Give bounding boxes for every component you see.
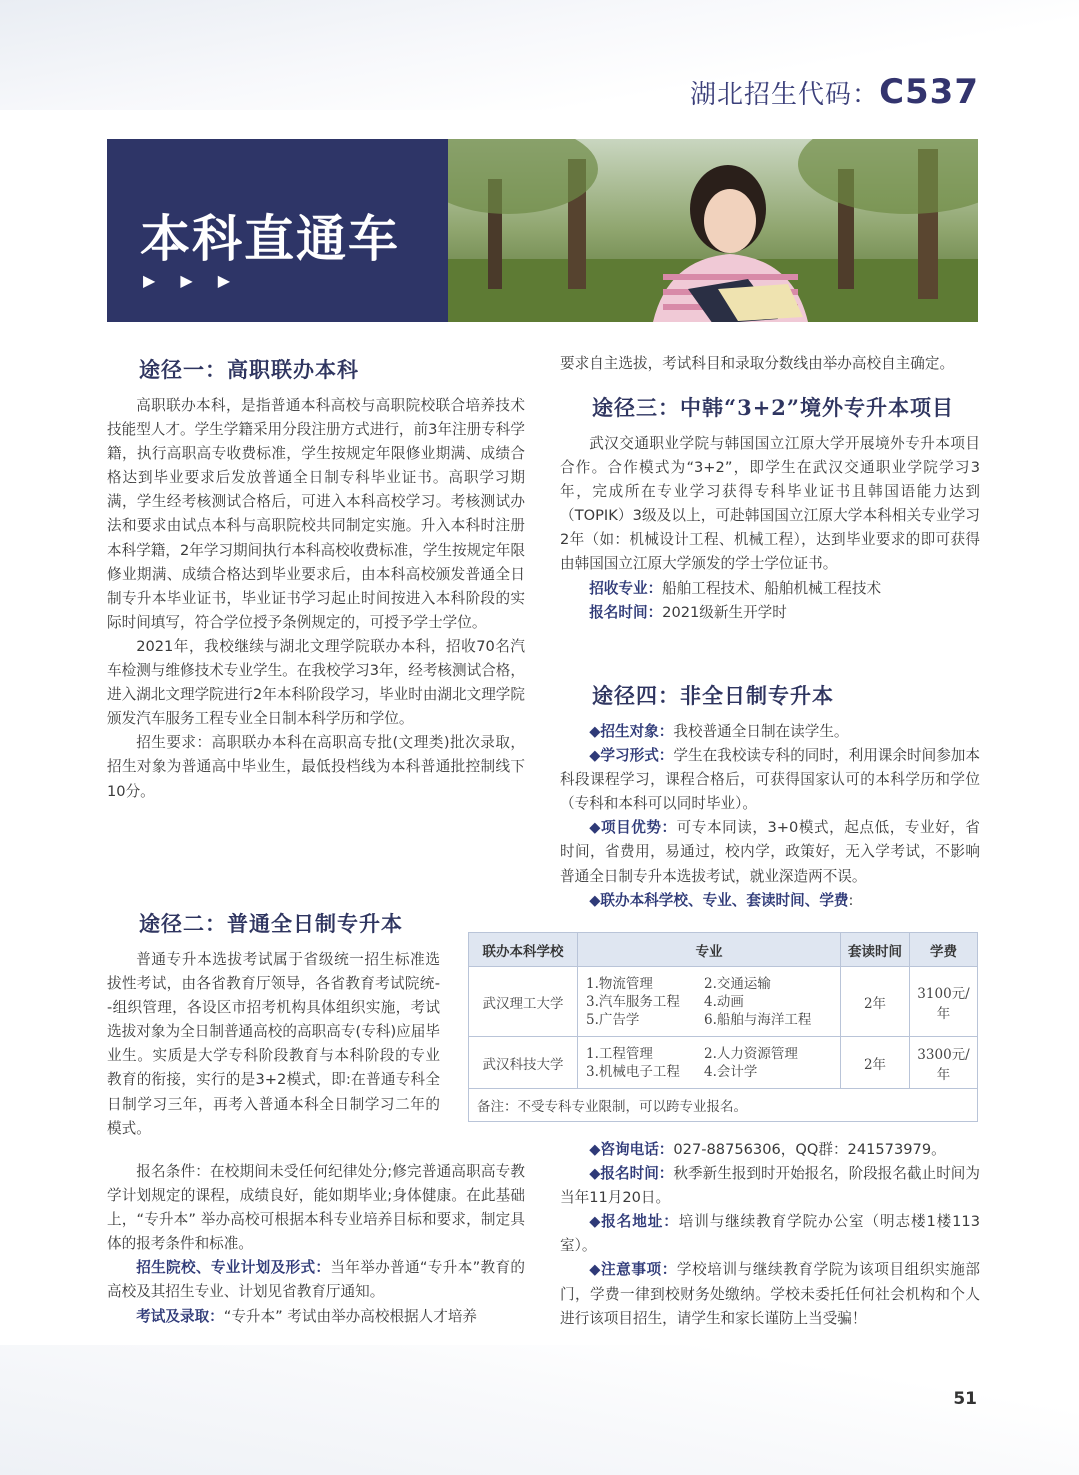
table-cell-duration: 2年 xyxy=(841,1037,910,1089)
route2-paragraph: 报名条件：在校期间未受任何纪律处分;修完普通高职高专教学计划规定的课程，成绩良好，能如期毕业;身体健康。在此基础上，“专升本” 举办高校可根据本科专业培养目标和要求，制定具体的报考条件和标准。 xyxy=(107,1163,525,1253)
route4-address-text: 培训与继续教育学院办公室（明志楼1楼113室）。 xyxy=(560,1213,980,1255)
route4-form xyxy=(560,744,980,816)
route4-notice xyxy=(560,1258,980,1330)
route4-contact xyxy=(560,1138,980,1331)
banner-title: 本科直通车 xyxy=(140,210,400,268)
route2-exam-text: “专升本” 考试由举办高校根据人才培养 xyxy=(223,1307,478,1325)
table-cell-school: 武汉理工大学 xyxy=(469,967,578,1037)
route3-paragraph: 武汉交通职业学院与韩国国立江原大学开展境外专升本项目合作。合作模式为“3+2”，即学生在武汉交通职业学院学习3年，完成所在专业学习获得专科毕业证书且韩国语能力达到（TOPIK）3级及以上，可赴韩国国立江原大学本科相关专业学习2年（如：机械设计工程、机械工程），达到毕业要求的即可获得由韩国国立江原大学颁发的学士学位证书。 xyxy=(560,435,980,573)
route2-exam-continued xyxy=(560,352,980,376)
route4-signup-text: 秋季新生报到时开始报名，阶段报名截止时间为当年11月20日。 xyxy=(560,1165,980,1207)
table-note-row xyxy=(469,1089,978,1122)
route4-notice-text: 学校培训与继续教育学院为该项目组织实施部门，学费一律到校财务处缴纳。学校未委托任何社会机构和个人进行该项目招生，请学生和家长谨防上当受骗！ xyxy=(560,1261,980,1327)
table-cell-fee: 3100元/年 xyxy=(910,967,978,1037)
route2-body xyxy=(107,1160,525,1329)
table-header: 联办本科学校 xyxy=(469,933,578,967)
route4-form-text: 学生在我校读专科的同时，利用课余时间参加本科段课程学习，课程合格后，可获得国家认可的本科学历和学位（专科和本科可以同时毕业）。 xyxy=(560,747,980,813)
major-item: 4.动画 xyxy=(704,993,744,1010)
route4-title: 途径四：非全日制专升本 xyxy=(592,683,834,708)
route4-phone-label: ◆咨询电话： xyxy=(589,1141,674,1158)
route3-majors xyxy=(560,577,980,601)
route2-exam-continued-text: 要求自主选拔，考试科目和录取分数线由举办高校自主确定。 xyxy=(560,355,955,372)
major-item: 1.物流管理 xyxy=(586,975,653,992)
route1-paragraph: 高职联办本科，是指普通本科高校与高职院校联合培养技术技能型人才。学生学籍采用分段注册方式进行，前3年注册专科学籍，执行高职高专收费标准，学生按规定年限修业期满、成绩合格达到毕业要求后发放普通全日制专科毕业证书。高职学习期满，学生经考核测试合格后，可进入本科高校学习。考核测试办法和要求由试点本科与高职院校共同制定实施。升入本科时注册本科学籍，2年学习期间执行本科高校收费标准，学生按规定年限修业期满、成绩合格达到毕业要求后，由本科高校颁发普通全日制专升本毕业证书，毕业证书学习起止时间按进入本科阶段的实际时间填写，符合学位授予条例规定的，可授予学士学位。 xyxy=(107,397,525,631)
table-cell-fee: 3300元/年 xyxy=(910,1037,978,1089)
admission-code-value: C537 xyxy=(879,72,979,112)
route2-exam-label: 考试及录取： xyxy=(136,1307,224,1325)
route2-schools-label: 招生院校、专业计划及形式： xyxy=(136,1259,331,1277)
route3-time xyxy=(560,601,980,625)
major-item: 5.广告学 xyxy=(586,1011,640,1028)
route4-target xyxy=(560,720,980,744)
route4-notice-label: ◆注意事项： xyxy=(589,1261,677,1279)
route3-majors-label: 招收专业： xyxy=(589,579,663,597)
route4-signup-label: ◆报名时间： xyxy=(589,1165,674,1183)
admission-code xyxy=(690,72,979,112)
major-item: 1.工程管理 xyxy=(586,1045,653,1062)
route3-time-label: 报名时间： xyxy=(589,603,663,621)
route2-schools-text: 当年举办普通“专升本”教育的高校及其招生专业、计划见省教育厅通知。 xyxy=(107,1259,525,1301)
route3-title: 途径三：中韩“3+2”境外专升本项目 xyxy=(592,395,954,420)
table-header: 学费 xyxy=(910,933,978,967)
route4-target-label: ◆招生对象： xyxy=(589,723,674,740)
route4-advantages-text: 可专本同读，3+0模式，起点低，专业好，省时间，省费用，易通过，校内学，政策好，无入学考试，不影响普通全日制专升本选拔考试，就业深造两不误。 xyxy=(560,819,980,885)
table-row xyxy=(469,967,978,1037)
major-item: 3.机械电子工程 xyxy=(586,1063,680,1080)
route1-title: 途径一：高职联办本科 xyxy=(139,357,359,382)
route3-majors-text: 船舶工程技术、船舶机械工程技术 xyxy=(662,579,882,597)
route3-body xyxy=(560,432,980,625)
table-header-row xyxy=(469,933,978,967)
banner-photo-student-reading xyxy=(448,139,978,322)
table-note: 备注：不受专科专业限制，可以跨专业报名。 xyxy=(469,1089,978,1122)
route1-paragraph: 2021年，我校继续与湖北文理学院联办本科，招收70名汽车检测与维修技术专业学生。在我校学习3年，经考核测试合格，进入湖北文理学院进行2年本科阶段学习，毕业时由湖北文理学院颁发汽车服务工程专业全日制本科学历和学位。 xyxy=(107,637,525,728)
page-number: 51 xyxy=(953,1389,977,1409)
route4-form-label: ◆学习形式： xyxy=(589,747,674,765)
route4-signup xyxy=(560,1162,980,1210)
route2-intro xyxy=(107,948,440,1141)
route3-time-text: 2021级新生开学时 xyxy=(662,603,787,621)
route4-advantages-label: ◆项目优势： xyxy=(589,819,677,837)
admission-code-label: 湖北招生代码： xyxy=(690,80,880,110)
route4-table-caption xyxy=(560,889,980,913)
route1-body xyxy=(107,394,525,804)
table-header: 套读时间 xyxy=(841,933,910,967)
major-item: 2.交通运输 xyxy=(704,975,771,992)
route4-table-caption-colon: : xyxy=(848,891,854,909)
route4-target-text: 我校普通全日制在读学生。 xyxy=(673,723,849,740)
banner-title-panel xyxy=(107,139,448,322)
route2-title: 途径二：普通全日制专升本 xyxy=(139,911,403,936)
route4-address xyxy=(560,1210,980,1258)
banner-arrows: ▶ ▶ ▶ xyxy=(143,271,241,290)
route4-phone-text: 027-88756306，QQ群：241573979。 xyxy=(673,1141,946,1158)
banner xyxy=(107,139,978,322)
major-item: 6.船舶与海洋工程 xyxy=(704,1011,812,1028)
route4-address-label: ◆报名地址： xyxy=(589,1213,679,1231)
table-header: 专业 xyxy=(578,933,841,967)
major-item: 2.人力资源管理 xyxy=(704,1045,798,1062)
table-cell-majors xyxy=(578,967,841,1037)
table-cell-majors xyxy=(578,1037,841,1089)
partner-universities-table xyxy=(468,932,978,1122)
route2-paragraph xyxy=(107,1305,525,1329)
route2-paragraph xyxy=(107,1256,525,1304)
route4-table-caption-label: ◆联办本科学校、专业、套读时间、学费 xyxy=(589,891,849,909)
major-item: 3.汽车服务工程 xyxy=(586,993,680,1010)
route4-body xyxy=(560,720,980,913)
route4-advantages xyxy=(560,816,980,888)
route1-paragraph: 招生要求：高职联办本科在高职高专批(文理类)批次录取，招生对象为普通高中毕业生，最低投档线为本科普通批控制线下10分。 xyxy=(107,734,525,800)
table-cell-duration: 2年 xyxy=(841,967,910,1037)
table-cell-school: 武汉科技大学 xyxy=(469,1037,578,1089)
major-item: 4.会计学 xyxy=(704,1063,758,1080)
route4-phone xyxy=(560,1138,980,1162)
table-row xyxy=(469,1037,978,1089)
route2-paragraph: 普通专升本选拔考试属于省级统一招生标准选拔性考试，由各省教育厅领导，各省教育考试院统- -组织管理，各设区市招考机构具体组织实施，考试选拔对象为全日制普通高校的高职高专(专科)应届毕业生。实质是大学专科阶段教育与本科阶段的专业教育的衔接，实行的是3+2模式，即:在普通专科全日制学习三年，再考入普通本科全日制学习二年的模式。 xyxy=(107,951,440,1137)
footer-background xyxy=(0,1345,1079,1475)
